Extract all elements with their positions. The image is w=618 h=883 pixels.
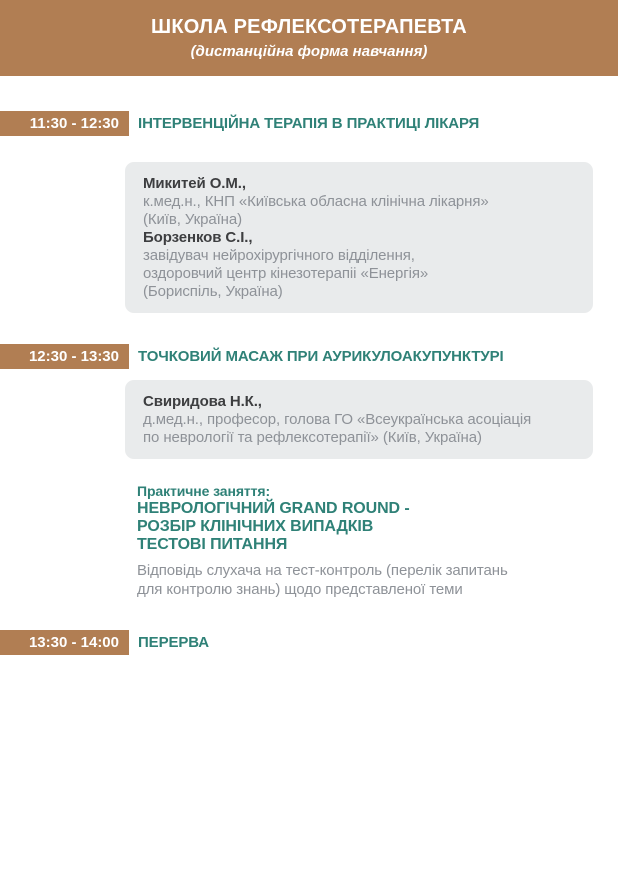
speakers-box-1: [125, 162, 593, 313]
session-title: ІНТЕРВЕНЦІЙНА ТЕРАПІЯ В ПРАКТИЦІ ЛІКАРЯ: [138, 115, 480, 132]
session-title: ТОЧКОВИЙ МАСАЖ ПРИ АУРИКУЛОАКУПУНКТУРІ: [138, 348, 504, 365]
speakers-box-2: [125, 380, 593, 459]
practical-title-line: РОЗБІР КЛІНІЧНИХ ВИПАДКІВ: [137, 518, 374, 535]
session-row-3: [0, 630, 209, 655]
time-badge: 11:30 - 12:30: [0, 111, 129, 136]
page-title: ШКОЛА РЕФЛЕКСОТЕРАПЕВТА: [151, 16, 467, 38]
speaker-detail: оздоровчий центр кінезотерапіі «Енергія»: [143, 265, 429, 282]
practical-label: Практичне заняття:: [137, 483, 271, 499]
speaker-detail: завідувач нейрохірургічного відділення,: [143, 247, 415, 264]
practical-description-line: для контролю знань) щодо представленої теми: [137, 581, 463, 598]
session-row-1: [0, 111, 479, 136]
practical-description: [137, 561, 508, 599]
time-badge: 13:30 - 14:00: [0, 630, 129, 655]
speaker-detail: д.мед.н., професор, голова ГО «Всеукраїнська асоціація: [143, 411, 532, 428]
speaker-name: Микитей О.М.,: [143, 175, 246, 192]
practical-title-line: НЕВРОЛОГІЧНИЙ GRAND ROUND -: [137, 500, 410, 517]
session-title: ПЕРЕРВА: [138, 634, 210, 651]
header-banner: [0, 0, 618, 76]
time-badge: 12:30 - 13:30: [0, 344, 129, 369]
session-row-2: [0, 344, 504, 369]
speaker-name: Борзенков С.І.,: [143, 229, 253, 246]
speaker-detail: к.мед.н., КНП «Київська обласна клінічна лікарня»: [143, 193, 489, 210]
speaker-name: Свиридова Н.К.,: [143, 393, 262, 410]
practical-session-block: [137, 483, 508, 599]
page-subtitle: (дистанційна форма навчання): [190, 43, 428, 60]
practical-title-line: ТЕСТОВІ ПИТАННЯ: [137, 536, 288, 553]
speaker-detail: (Київ, Україна): [143, 211, 242, 228]
speaker-detail: (Бориспіль, Україна): [143, 283, 283, 300]
practical-description-line: Відповідь слухача на тест-контроль (перелік запитань: [137, 562, 508, 579]
speaker-detail: по неврології та рефлексотерапії» (Київ, Україна): [143, 429, 482, 446]
